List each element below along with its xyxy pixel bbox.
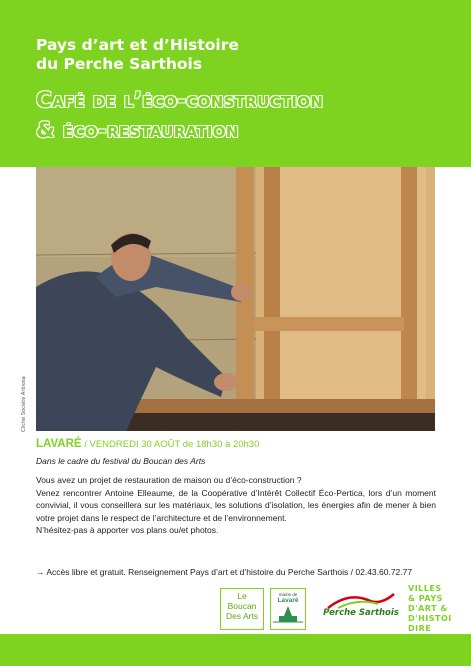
org-title-line2: du Perche Sarthois bbox=[36, 55, 203, 73]
organization-title bbox=[36, 36, 436, 74]
boucan-logo-line: Boucan bbox=[227, 601, 257, 611]
worker-photo bbox=[36, 167, 435, 431]
perche-logo-name: Perche Sarthois bbox=[323, 608, 399, 618]
villes-logo-line: D'HISTOI bbox=[408, 614, 452, 623]
boucan-logo-line: Des Arts bbox=[225, 611, 259, 621]
worker-insulating-wall-image bbox=[36, 167, 435, 431]
lavare-logo-small: mairie de bbox=[278, 592, 298, 597]
villes-logo-line: D'ART & bbox=[408, 604, 448, 613]
event-title-line2: & éco-restauration bbox=[36, 118, 239, 143]
boucan-des-arts-logo bbox=[220, 588, 264, 630]
event-place-date bbox=[36, 438, 456, 450]
description-paragraph: N’hésitez-pas à apporter vos plans ou/et photos. bbox=[36, 525, 219, 536]
boucan-logo-line: Le bbox=[237, 591, 247, 601]
org-title-line1: Pays d’art et d’Histoire bbox=[36, 36, 239, 54]
footer-band bbox=[0, 634, 471, 666]
lavare-mairie-logo bbox=[270, 588, 306, 630]
event-date-time: / VENDREDI 30 AOÛT de 18h30 à 20h30 bbox=[81, 439, 260, 450]
description-paragraph: Venez rencontrer Antoine Elleaume, de la Coopérative d’Intérêt Collectif Éco-Pertica, lors d’un moment convivial, il vous conseillera sur les matériaux, les solutions d’isolation, les énergies afin de mener à bien votre projet dans le respect de l’architecture et de l’environnement. bbox=[36, 487, 436, 523]
perche-swoosh-icon bbox=[318, 590, 404, 610]
event-description bbox=[36, 474, 436, 537]
photo-credit: Cliché Société Arbiosa bbox=[21, 376, 27, 432]
villes-pays-art-histoire-logo bbox=[408, 584, 471, 632]
event-place: LAVARÉ bbox=[36, 438, 82, 450]
villes-logo-line: VILLES bbox=[408, 584, 442, 593]
lavare-logo-name: Lavaré bbox=[277, 597, 299, 604]
access-info: → Accès libre et gratuit. Renseignement Pays d’art et d’histoire du Perche Sarthois / 02.43.60.72.77 bbox=[36, 567, 413, 577]
description-paragraph: Vous avez un projet de restauration de maison ou d’éco-construction ? bbox=[36, 475, 302, 485]
event-title bbox=[36, 86, 456, 146]
villes-logo-line: & PAYS bbox=[408, 594, 443, 603]
event-title-line1: Café de l’éco-construction bbox=[36, 88, 324, 113]
event-context: Dans le cadre du festival du Boucan des Arts bbox=[36, 456, 206, 466]
villes-logo-line: DIRE bbox=[408, 624, 432, 632]
church-icon bbox=[271, 604, 305, 624]
perche-sarthois-logo bbox=[318, 590, 404, 628]
